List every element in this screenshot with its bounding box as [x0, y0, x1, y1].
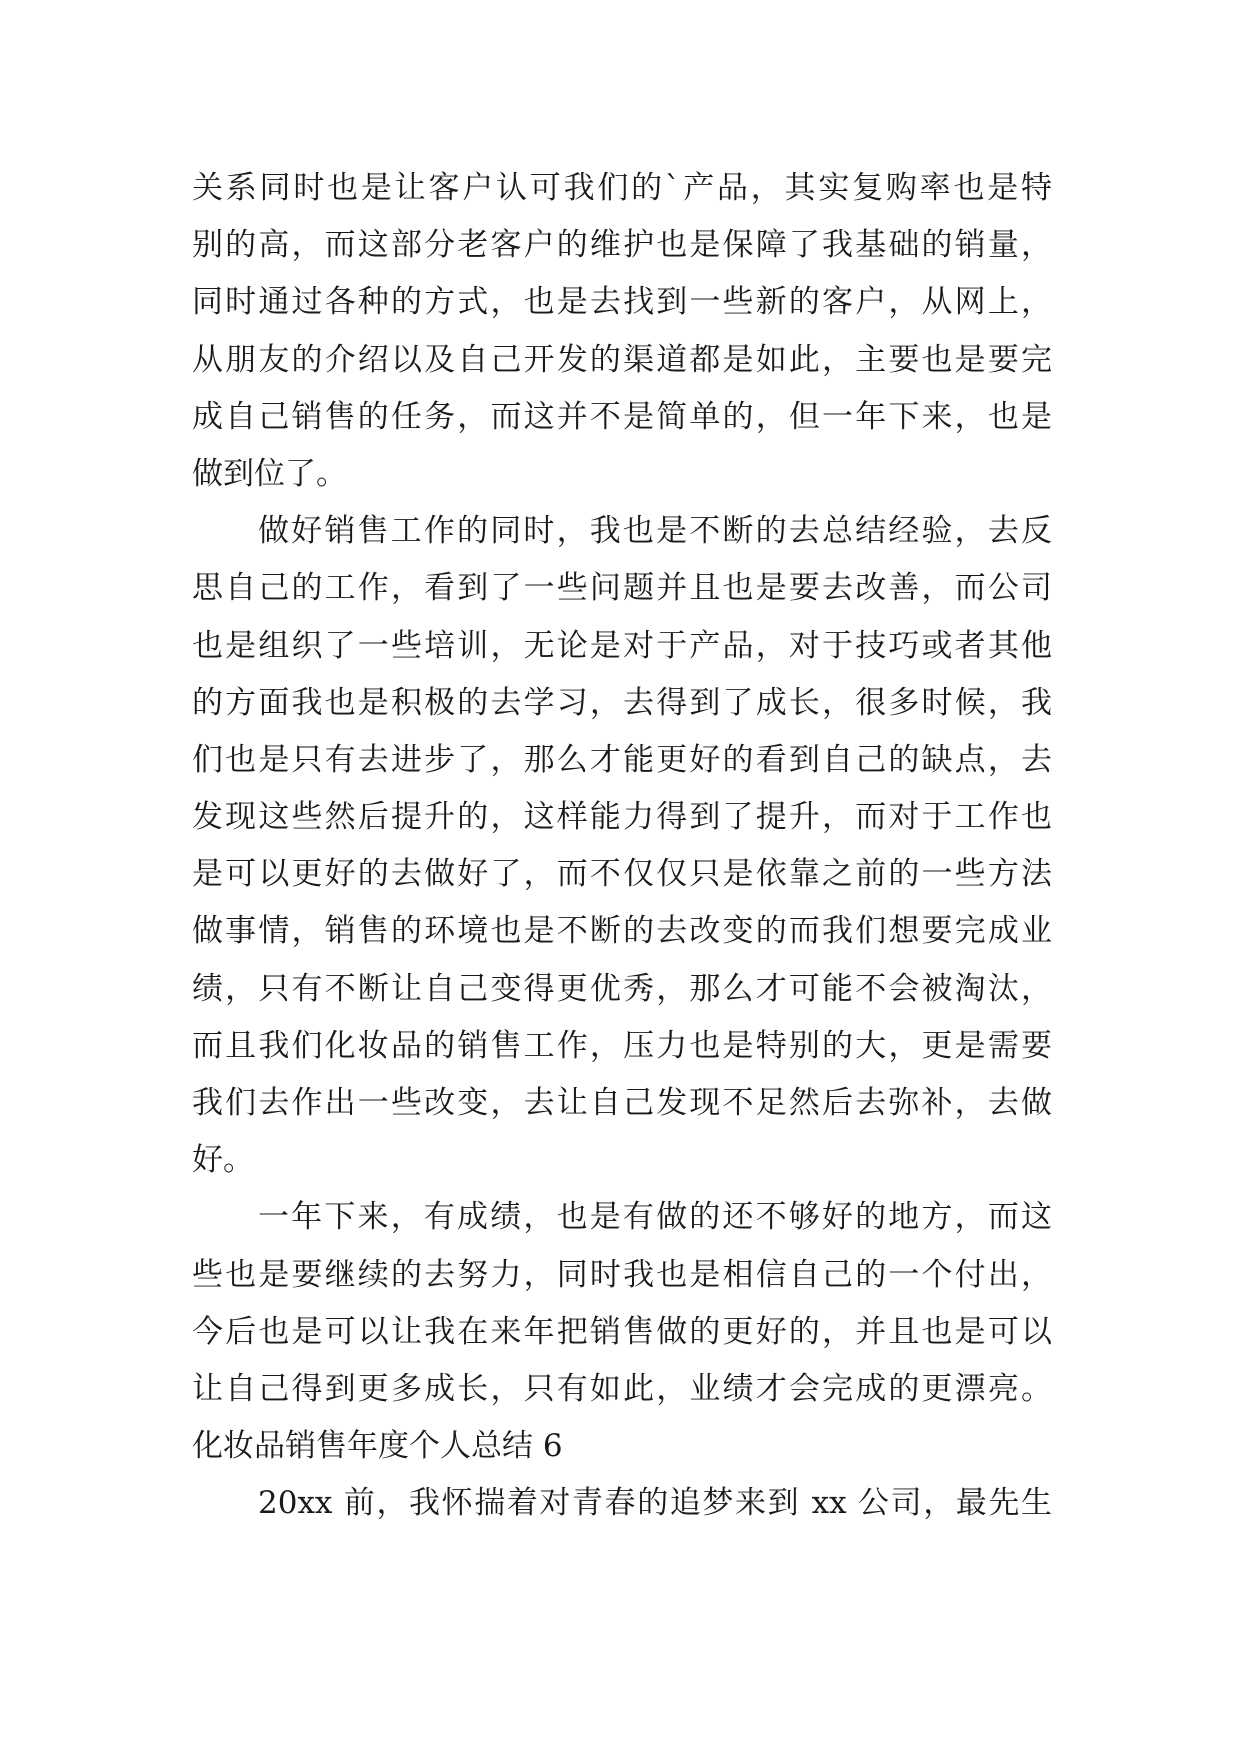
text-line: 也是组织了一些培训，无论是对于产品，对于技巧或者其他 [192, 627, 1052, 664]
text-line: 别的高，而这部分老客户的维护也是保障了我基础的销量， [192, 227, 1052, 264]
text-line: 的方面我也是积极的去学习，去得到了成长，很多时候，我 [192, 684, 1052, 721]
text-line: 做到位了。 [192, 455, 347, 492]
paragraph-first-line: 一年下来，有成绩，也是有做的还不够好的地方，而这 [258, 1199, 1052, 1236]
section-heading: 化妆品销售年度个人总结 6 [192, 1428, 563, 1465]
text-line: 是可以更好的去做好了，而不仅仅只是依靠之前的一些方法 [192, 856, 1052, 893]
text-line: 让自己得到更多成长，只有如此，业绩才会完成的更漂亮。 [192, 1370, 1052, 1407]
text-line: 今后也是可以让我在来年把销售做的更好的，并且也是可以 [192, 1313, 1052, 1350]
text-line: 绩，只有不断让自己变得更优秀，那么才可能不会被淘汰， [192, 970, 1052, 1007]
text-line: 做事情，销售的环境也是不断的去改变的而我们想要完成业 [192, 913, 1052, 950]
text-line: 我们去作出一些改变，去让自己发现不足然后去弥补，去做 [192, 1085, 1052, 1121]
text-line: 发现这些然后提升的，这样能力得到了提升，而对于工作也 [192, 799, 1052, 836]
text-line: 而且我们化妆品的销售工作，压力也是特别的大，更是需要 [192, 1027, 1052, 1064]
paragraph-first-line: 20xx 前，我怀揣着对青春的追梦来到 xx 公司，最先生 [258, 1485, 1052, 1522]
text-line: 同时通过各种的方式，也是去找到一些新的客户，从网上， [192, 284, 1052, 321]
text-line: 们也是只有去进步了，那么才能更好的看到自己的缺点，去 [192, 741, 1052, 778]
text-line: 些也是要继续的去努力，同时我也是相信自己的一个付出， [192, 1256, 1052, 1293]
text-line: 关系同时也是让客户认可我们的`产品，其实复购率也是特 [192, 170, 1052, 206]
document-body [192, 160, 1052, 1533]
text-line: 思自己的工作，看到了一些问题并且也是要去改善，而公司 [192, 570, 1052, 607]
paragraph-first-line: 做好销售工作的同时，我也是不断的去总结经验，去反 [258, 513, 1052, 550]
text-line: 成自己销售的任务，而这并不是简单的，但一年下来，也是 [192, 398, 1052, 435]
text-line: 好。 [192, 1142, 254, 1179]
text-line: 从朋友的介绍以及自己开发的渠道都是如此，主要也是要完 [192, 341, 1052, 378]
